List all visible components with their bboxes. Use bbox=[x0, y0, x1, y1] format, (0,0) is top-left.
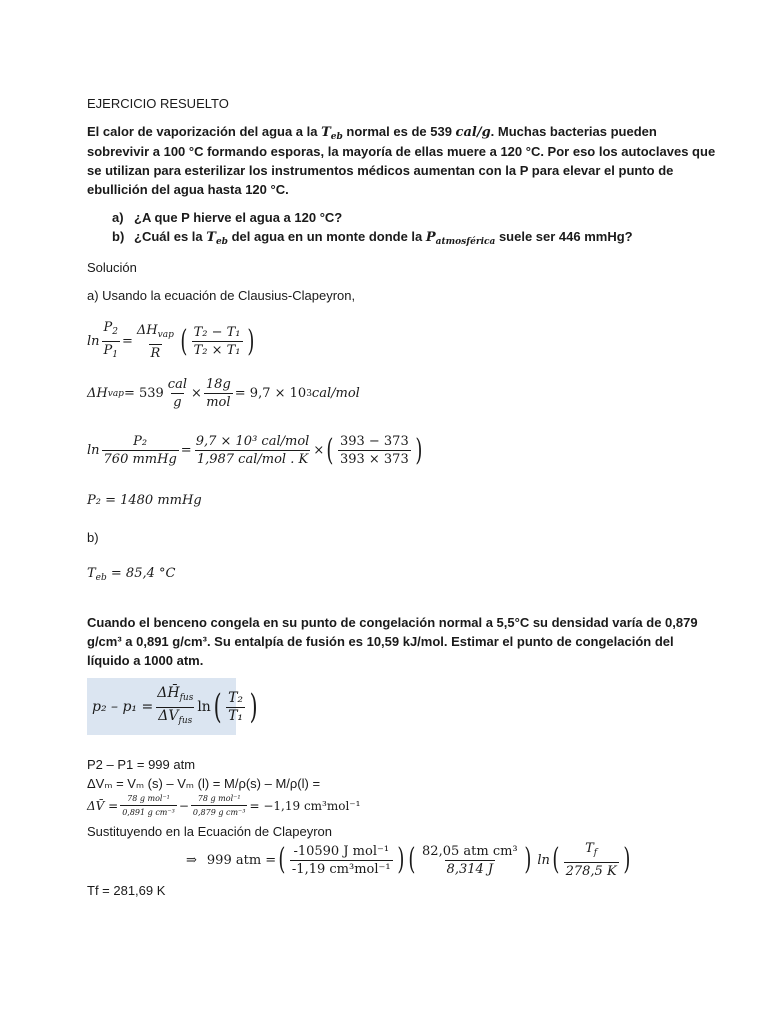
liquid-density: 0,879 g cm⁻³ bbox=[191, 805, 248, 818]
dv-fus-symbol: ΔV̄ bbox=[158, 707, 179, 724]
temperature-fraction bbox=[192, 325, 243, 358]
times-sign-2: × bbox=[313, 443, 325, 458]
g-unit: g bbox=[173, 395, 182, 410]
dh-over-dv bbox=[155, 686, 195, 729]
tf-over-278 bbox=[564, 841, 619, 879]
tf-sub: f bbox=[593, 848, 598, 858]
open-paren-3: ( bbox=[213, 687, 222, 727]
solid-molar-mass: 78 g mol⁻¹ bbox=[127, 794, 170, 803]
temperature-product: 393 × 373 bbox=[339, 452, 409, 467]
teb-result-sub: eb bbox=[95, 573, 107, 583]
18g-over-mol bbox=[204, 377, 233, 410]
solid-volume-fraction bbox=[120, 793, 177, 818]
problem1-line3: se utilizan para esterilizar los instrumentos médicos aumentan con la P para elevar el punto de bbox=[87, 163, 674, 178]
p1-symbol: P bbox=[103, 343, 113, 358]
implies-arrow: ⇒ bbox=[186, 852, 197, 868]
close-paren-2: ) bbox=[415, 432, 423, 468]
close-paren-3: ) bbox=[249, 687, 258, 727]
liquid-volume-fraction bbox=[191, 793, 248, 818]
ln-symbol-2: ln bbox=[87, 443, 100, 458]
p2-over-p1 bbox=[102, 320, 120, 363]
volume-change-equation bbox=[87, 793, 360, 818]
problem1-line1-text-c: . Muchas bacterias pueden bbox=[490, 124, 657, 139]
question-a-label: a) bbox=[112, 210, 124, 225]
volume-change-result: = −1,19 cm³mol⁻¹ bbox=[249, 798, 361, 813]
p1-sub: 1 bbox=[112, 350, 119, 360]
999-atm: 999 atm = bbox=[206, 852, 277, 868]
exercise-heading: EJERCICIO RESUELTO bbox=[87, 96, 229, 111]
liquid-molar-mass: 78 g mol⁻¹ bbox=[197, 794, 241, 803]
problem2-line2: g/cm³ a 0,891 g/cm³. Su entalpía de fusión es 10,59 kJ/mol. Estimar el punto de congelación del bbox=[87, 634, 674, 649]
clapeyron-formula bbox=[92, 682, 260, 732]
conversion-numerator: 82,05 atm cm³ bbox=[422, 843, 518, 859]
open-paren-6: ( bbox=[552, 842, 560, 877]
pressure-difference: P2 – P1 = 999 atm bbox=[87, 757, 196, 772]
problem2-line3: líquido a 1000 atm. bbox=[87, 653, 204, 668]
teb-symbol: T bbox=[321, 125, 331, 140]
enthalpy-fusion-value: -10590 J mol⁻¹ bbox=[293, 843, 390, 859]
mol-unit: mol bbox=[206, 395, 231, 410]
dh-over-r bbox=[135, 323, 176, 361]
substituted-equation bbox=[87, 434, 424, 467]
equals-sign-2: = bbox=[180, 443, 192, 458]
problem1-line1-text-b: normal es de 539 bbox=[342, 124, 456, 139]
p2-minus-p1: p₂ – p₁ = bbox=[92, 699, 154, 715]
question-a-text: ¿A que P hierve el agua a 120 °C? bbox=[134, 210, 343, 225]
p1 bbox=[102, 341, 120, 363]
solution-part-b: b) bbox=[87, 530, 99, 545]
question-b-text-1: ¿Cuál es la bbox=[134, 229, 207, 244]
temperature-difference: 393 − 373 bbox=[339, 434, 409, 449]
solution-title: Solución bbox=[87, 260, 137, 275]
ln-symbol-4: ln bbox=[537, 852, 550, 868]
conversion-denominator: 8,314 J bbox=[446, 861, 494, 877]
open-paren-2: ( bbox=[326, 432, 334, 468]
question-b-teb-sub: eb bbox=[215, 237, 228, 247]
open-paren: ( bbox=[180, 323, 188, 359]
close-paren-6: ) bbox=[623, 842, 631, 877]
question-b-patm: P bbox=[425, 230, 436, 245]
volume-change-value: -1,19 cm³mol⁻¹ bbox=[291, 861, 391, 877]
solution-part-a: a) Usando la ecuación de Clausius-Clapeyron, bbox=[87, 288, 356, 303]
tf-symbol: T bbox=[585, 841, 594, 856]
p2-numerator: P₂ bbox=[133, 434, 148, 449]
enthalpy-result-unit: cal/mol bbox=[311, 386, 360, 401]
r-constant: R bbox=[150, 345, 161, 361]
times-sign: × bbox=[191, 386, 202, 401]
equals-sign: = bbox=[122, 334, 133, 349]
value-539: = 539 bbox=[123, 386, 164, 401]
p2-result: P₂ = 1480 mmHg bbox=[87, 493, 202, 508]
dh-vap-lhs: ΔH bbox=[87, 386, 108, 401]
question-b bbox=[112, 227, 633, 252]
open-paren-4: ( bbox=[278, 842, 286, 877]
teb-subscript: eb bbox=[330, 132, 343, 142]
temperature-numerator: T₂ − T₁ bbox=[193, 325, 241, 340]
p2-symbol: P bbox=[103, 320, 113, 335]
temperature-denominator: T₂ × T₁ bbox=[193, 343, 241, 358]
solid-density: 0,891 g cm⁻³ bbox=[120, 805, 177, 818]
ln-symbol-3: ln bbox=[197, 699, 211, 715]
question-b-text-2: del agua en un monte donde la bbox=[227, 229, 426, 244]
enthalpy-value: 9,7 × 10³ cal/mol bbox=[195, 434, 310, 449]
dh-symbol: ΔH bbox=[136, 322, 158, 338]
dh-vap bbox=[135, 323, 176, 344]
unit-cal-g: cal/g bbox=[455, 125, 491, 140]
dh-fus-sub: fus bbox=[179, 692, 194, 703]
molar-mass: 18g bbox=[205, 377, 231, 392]
t2: T₂ bbox=[228, 689, 244, 706]
question-b-label: b) bbox=[112, 229, 125, 244]
close-paren-5: ) bbox=[523, 842, 532, 877]
close-paren-4: ) bbox=[396, 842, 404, 877]
final-clapeyron-equation bbox=[186, 841, 632, 879]
enthalpy-result: = 9,7 × 10 bbox=[234, 386, 307, 401]
close-paren: ) bbox=[246, 323, 254, 359]
temperature-values-fraction bbox=[338, 434, 411, 467]
teb-result-value: = 85,4 °C bbox=[106, 566, 176, 581]
problem1-line2: sobrevivir a 100 °C formando esporas, la mayoría de ellas muere a 120 °C. Por eso los autoclaves que bbox=[87, 144, 716, 159]
dh-fus-symbol: ΔH̄ bbox=[157, 684, 180, 701]
t2-over-t1 bbox=[226, 691, 245, 724]
problem2-line1: Cuando el benceno congela en su punto de congelación normal a 5,5°C su densidad varía de 0,879 bbox=[87, 615, 698, 630]
question-b-teb: T bbox=[206, 230, 216, 245]
normal-freezing-point: 278,5 K bbox=[565, 864, 617, 879]
t1: T₁ bbox=[228, 707, 244, 724]
open-paren-5: ( bbox=[408, 842, 416, 877]
760-mmhg: 760 mmHg bbox=[103, 452, 177, 467]
p2-sub: 2 bbox=[112, 327, 119, 337]
clausius-clapeyron-equation bbox=[87, 320, 256, 363]
cal-over-g bbox=[166, 377, 189, 410]
ln-symbol: ln bbox=[87, 334, 100, 349]
question-b-text-3: suele ser 446 mmHg? bbox=[495, 229, 633, 244]
minus-sign: − bbox=[178, 798, 189, 813]
enthalpy-result-exponent: 3 bbox=[306, 388, 312, 399]
p2-over-760 bbox=[102, 434, 179, 467]
problem1-line1-text-a: El calor de vaporización del agua a la bbox=[87, 124, 322, 139]
r-value: 1,987 cal/mol . K bbox=[196, 452, 309, 467]
cal-unit: cal bbox=[167, 377, 187, 392]
enthalpy-conversion-equation bbox=[87, 377, 360, 410]
p2 bbox=[102, 320, 120, 341]
dh-vap-lhs-sub: vap bbox=[107, 388, 124, 399]
dv-lhs: ΔV̄ = bbox=[87, 798, 119, 813]
volume-change-definition: ΔVₘ = Vₘ (s) – Vₘ (l) = M/ρ(s) – M/ρ(l) = bbox=[87, 776, 321, 791]
dh-fus bbox=[155, 686, 195, 707]
dh-sub: vap bbox=[157, 329, 174, 340]
tf bbox=[583, 841, 599, 862]
unit-conversion-fraction bbox=[420, 844, 520, 877]
dv-fus bbox=[156, 707, 194, 729]
substitution-note: Sustituyendo en la Ecuación de Clapeyron bbox=[87, 824, 332, 839]
teb-result bbox=[87, 564, 175, 588]
teb-result-symbol: T bbox=[87, 566, 96, 581]
enthalpy-over-volume bbox=[290, 844, 393, 877]
dv-fus-sub: fus bbox=[178, 715, 193, 726]
problem1-line4: ebullición del agua hasta 120 °C. bbox=[87, 182, 289, 197]
enthalpy-over-r bbox=[194, 434, 312, 467]
freezing-point-result: Tf = 281,69 K bbox=[87, 883, 166, 898]
question-a bbox=[112, 208, 342, 227]
question-b-patm-sub: atmosférica bbox=[435, 237, 496, 247]
